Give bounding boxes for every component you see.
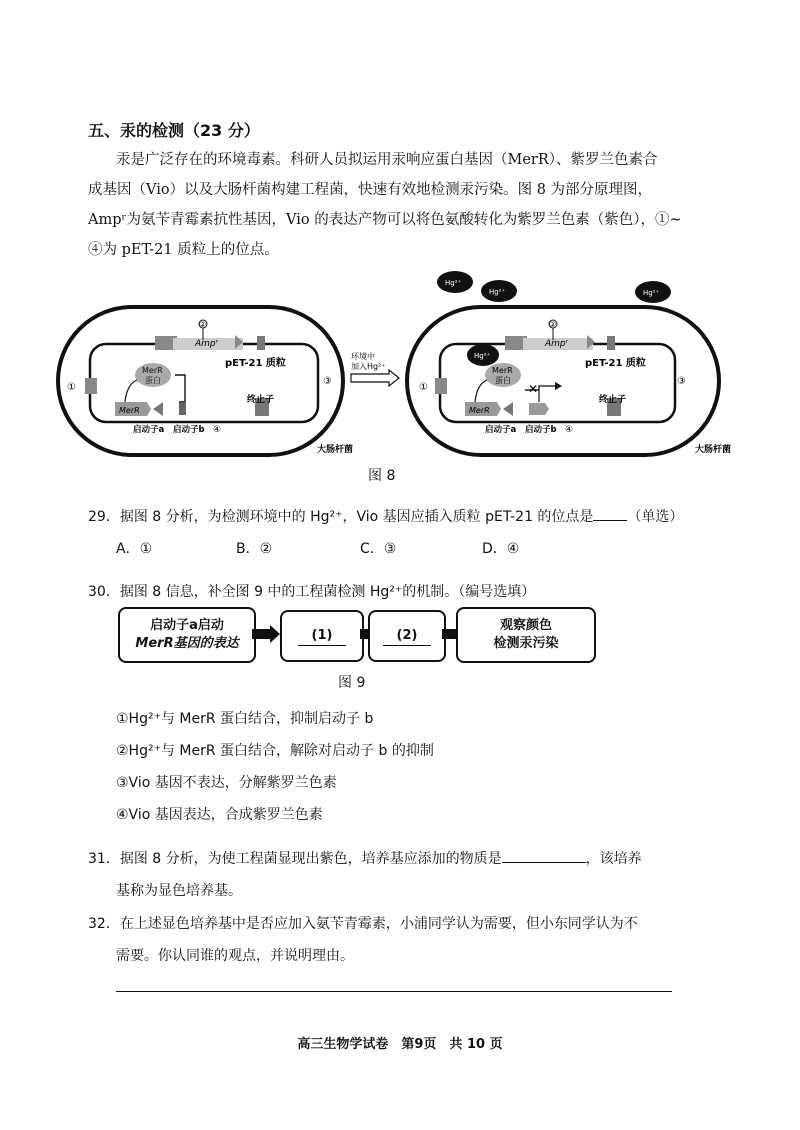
hg-label-3: Hg²⁺ <box>643 289 660 297</box>
arrow-label-1: 环境中 <box>351 352 375 361</box>
promoter-a-label-left: 启动子a <box>133 425 165 435</box>
q29-option-c[interactable]: C．③ <box>360 541 397 557</box>
plasmid-block-left <box>85 378 97 394</box>
arrow-label-2: 加入Hg²⁺ <box>351 362 386 371</box>
site1-label-right: ① <box>419 382 428 393</box>
q31-stem <box>88 848 642 868</box>
q29-stem <box>88 506 683 526</box>
merr-protein-text2-left: 蛋白 <box>145 376 161 385</box>
q30-choice-1: ①Hg²⁺与 MerR 蛋白结合，抑制启动子 b <box>116 711 374 727</box>
q29-option-d[interactable]: D．④ <box>482 541 520 557</box>
site4-label-left: ④ <box>213 425 222 435</box>
intro-paragraph <box>88 145 710 265</box>
flow-box-4-line-1: 观察颜色 <box>499 618 552 633</box>
figure-8-caption: 图 8 <box>368 468 396 484</box>
site2-label-left: ② <box>199 320 207 329</box>
plasmid-label-left: pET-21 质粒 <box>225 358 286 369</box>
q32-answer-line[interactable] <box>116 991 672 992</box>
ecoli-label-left: 大肠杆菌 <box>317 445 354 455</box>
plasmid-block-topright-left <box>257 336 265 350</box>
hg-label-2: Hg²⁺ <box>489 288 506 296</box>
site4-label-right: ④ <box>565 425 574 435</box>
flow-blank-2[interactable]: (2) <box>383 627 432 646</box>
flow-arrow-1 <box>252 625 280 643</box>
figure-8-diagram <box>55 262 755 462</box>
flow-box-4-line-2: 检测汞污染 <box>493 636 559 651</box>
promoter-b-label-right: 启动子b <box>525 425 557 435</box>
q30-choice-2: ②Hg²⁺与 MerR 蛋白结合，解除对启动子 b 的抑制 <box>116 743 434 759</box>
intro-line-1: 汞是广泛存在的环境毒素。科研人员拟运用汞响应蛋白基因（MerR）、紫罗兰色素合 <box>116 152 658 168</box>
merr-protein-text-right: MerR <box>492 366 513 375</box>
terminator-label-left: 终止子 <box>247 395 275 405</box>
q31-line-2: 基称为显色培养基。 <box>116 883 242 899</box>
q30-stem: 30．据图 8 信息，补全图 9 中的工程菌检测 Hg²⁺的机制。（编号选填） <box>88 584 536 600</box>
q30-choice-4: ④Vio 基因表达，合成紫罗兰色素 <box>116 807 323 823</box>
q32-line-2: 需要。你认同谁的观点，并说明理由。 <box>116 948 354 964</box>
promoter-a-label-right: 启动子a <box>485 425 517 435</box>
figure-9-caption: 图 9 <box>338 675 366 691</box>
merr-gene-label-right: MerR <box>469 406 490 415</box>
flow-box-2[interactable] <box>280 610 364 662</box>
intro-line-4: ④为 pET-21 质粒上的位点。 <box>88 242 279 258</box>
transition-arrow <box>351 370 399 386</box>
terminator-label-right: 终止子 <box>599 395 627 405</box>
plasmid-label-right: pET-21 质粒 <box>585 358 646 369</box>
svg-text:✕: ✕ <box>528 382 539 396</box>
q31-suffix: ，该培养 <box>585 851 642 867</box>
amp-label-left: Ampʳ <box>195 339 218 349</box>
intro-line-3: Ampʳ为氨苄青霉素抗性基因，Vio 的表达产物可以将色氨酸转化为紫罗兰色素（紫色），①~ <box>88 212 682 228</box>
hg-label-bound: Hg²⁺ <box>474 352 491 360</box>
ecoli-cell-right <box>407 307 719 455</box>
q31-text: 31．据图 8 分析，为使工程菌显现出紫色，培养基应添加的物质是 <box>88 851 502 867</box>
q31-answer-blank[interactable] <box>502 862 586 863</box>
q30-choice-3: ③Vio 基因不表达，分解紫罗兰色素 <box>116 775 337 791</box>
q32-line-1: 32．在上述显色培养基中是否应加入氨苄青霉素，小浦同学认为需要，但小东同学认为不 <box>88 916 638 932</box>
intro-line-2: 成基因（Vio）以及大肠杆菌构建工程菌，快速有效地检测汞污染。图 8 为部分原理图， <box>88 182 653 198</box>
section-title: 五、汞的检测（23 分） <box>88 121 260 140</box>
page-footer: 高三生物学试卷 第9页 共 10 页 <box>297 1037 503 1052</box>
merr-protein-text-left: MerR <box>142 366 163 375</box>
flow-box-1-line-2: MerR基因的表达 <box>135 636 239 651</box>
site1-label-left: ① <box>67 382 76 393</box>
site3-label-left: ③ <box>323 376 332 387</box>
site3-label-right: ③ <box>677 376 686 387</box>
q29-answer-blank[interactable] <box>593 520 627 521</box>
ecoli-label-right: 大肠杆菌 <box>695 445 732 455</box>
q29-text: 29．据图 8 分析，为检测环境中的 Hg²⁺，Vio 基因应插入质粒 pET-21 的位点是 <box>88 509 594 525</box>
flow-box-4 <box>456 607 596 663</box>
q29-suffix: （单选） <box>627 509 684 525</box>
promoter-b-label-left: 启动子b <box>173 425 205 435</box>
flow-blank-1[interactable]: (1) <box>298 627 347 646</box>
flow-box-3[interactable] <box>368 610 446 662</box>
hg-label-1: Hg²⁺ <box>445 279 462 287</box>
flow-box-1-line-1: 启动子a启动 <box>150 618 224 633</box>
site2-label-right: ② <box>549 320 557 329</box>
merr-protein-text2-right: 蛋白 <box>495 376 511 385</box>
amp-label-right: Ampʳ <box>545 339 568 349</box>
q29-option-a[interactable]: A．① <box>116 541 153 557</box>
flow-box-1 <box>118 607 256 663</box>
merr-gene-label-left: MerR <box>119 406 140 415</box>
q29-option-b[interactable]: B．② <box>236 541 273 557</box>
